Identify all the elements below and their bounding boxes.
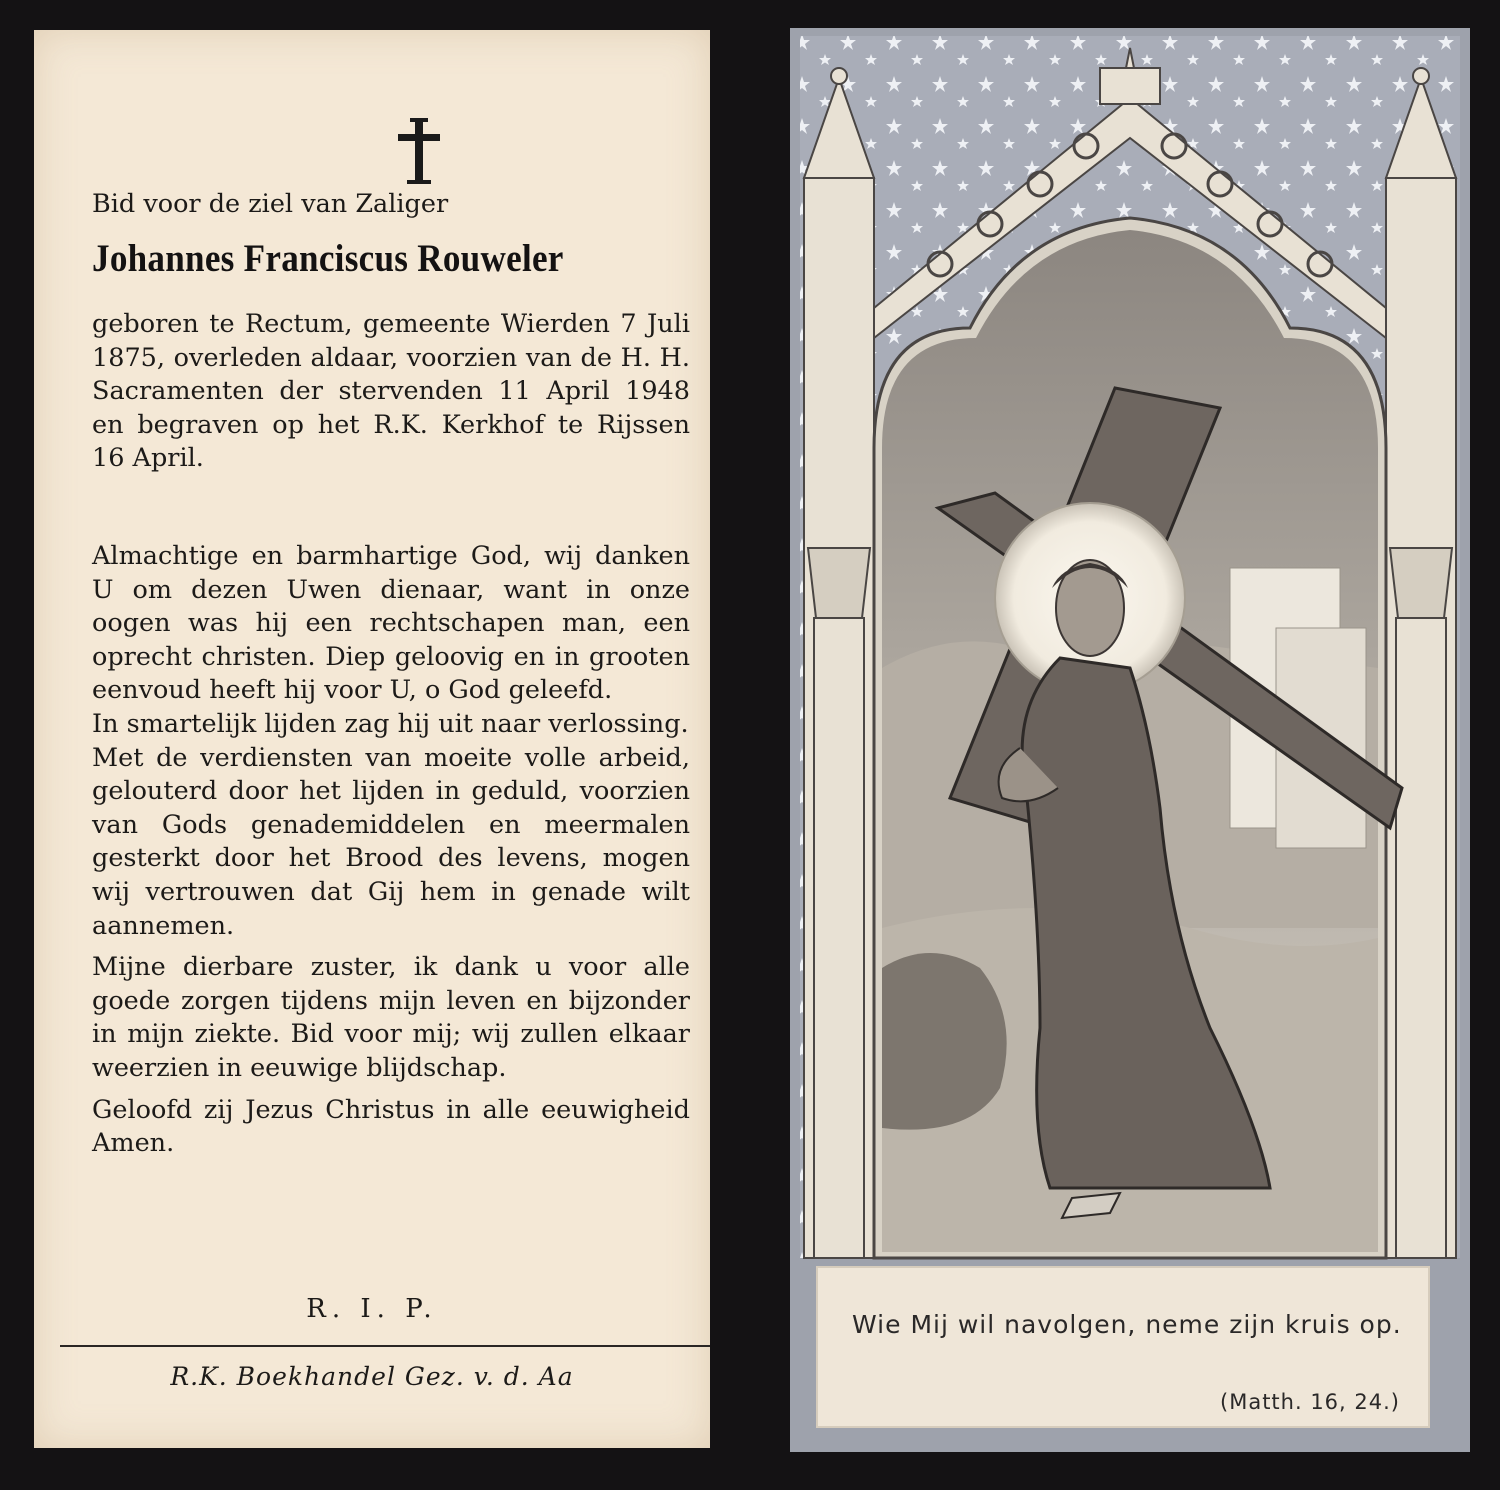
scripture-reference: (Matth. 16, 24.)	[1220, 1390, 1400, 1414]
scripture-quote: Wie Mij wil navolgen, neme zijn kruis op.	[852, 1310, 1402, 1339]
prayer-paragraph: Mijne dierbare zuster, ik dank u voor alle goede zorgen tijdens mijn leven en bijzonder in mijn ziekte. Bid voor mij; wij zullen elkaar weerzien in eeuwige blijdschap.	[92, 952, 690, 1083]
printer-credit: R.K. Boekhandel Gez. v. d. Aa	[170, 1362, 574, 1391]
christ-carrying-cross-illustration	[790, 28, 1470, 1452]
rip-text: R. I. P.	[306, 1294, 438, 1324]
prayer-paragraph: Almachtige en barmhartige God, wij danken U om dezen Uwen dienaar, want in onze oogen was hij een rechtschapen man, een oprecht christen. Diep geloovig en in grooten eenvoud heeft hij voor U, o God geleefd.	[92, 541, 690, 706]
cross-icon	[394, 118, 444, 184]
prayer-paragraph: Geloofd zij Jezus Christus in alle eeuwigheid Amen.	[92, 1094, 690, 1159]
deceased-name: Johannes Franciscus Rouweler	[92, 237, 564, 280]
prayer-paragraph: Met de verdiensten van moeite volle arbeid, gelouterd door het lijden in geduld, voorzien van Gods genademiddelen en meermalen gesterkt door het Brood des levens, mogen wij vertrouwen dat Gij hem in genade wilt aannemen.	[92, 742, 690, 941]
intro-line: Bid voor de ziel van Zaliger	[92, 189, 449, 219]
memorial-text-card	[34, 30, 710, 1448]
prayer-paragraph: In smartelijk lijden zag hij uit naar verlossing.	[92, 708, 689, 739]
biography: geboren te Rectum, gemeente Wierden 7 Juli 1875, overleden aldaar, voorzien van de H. H. Sacramenten der stervenden 11 April 1948 en begraven op het R.K. Kerkhof te Rijssen 16 April.	[92, 309, 690, 474]
divider	[60, 1345, 710, 1347]
devotional-picture-card	[790, 28, 1470, 1452]
prayer-text	[92, 540, 690, 1161]
